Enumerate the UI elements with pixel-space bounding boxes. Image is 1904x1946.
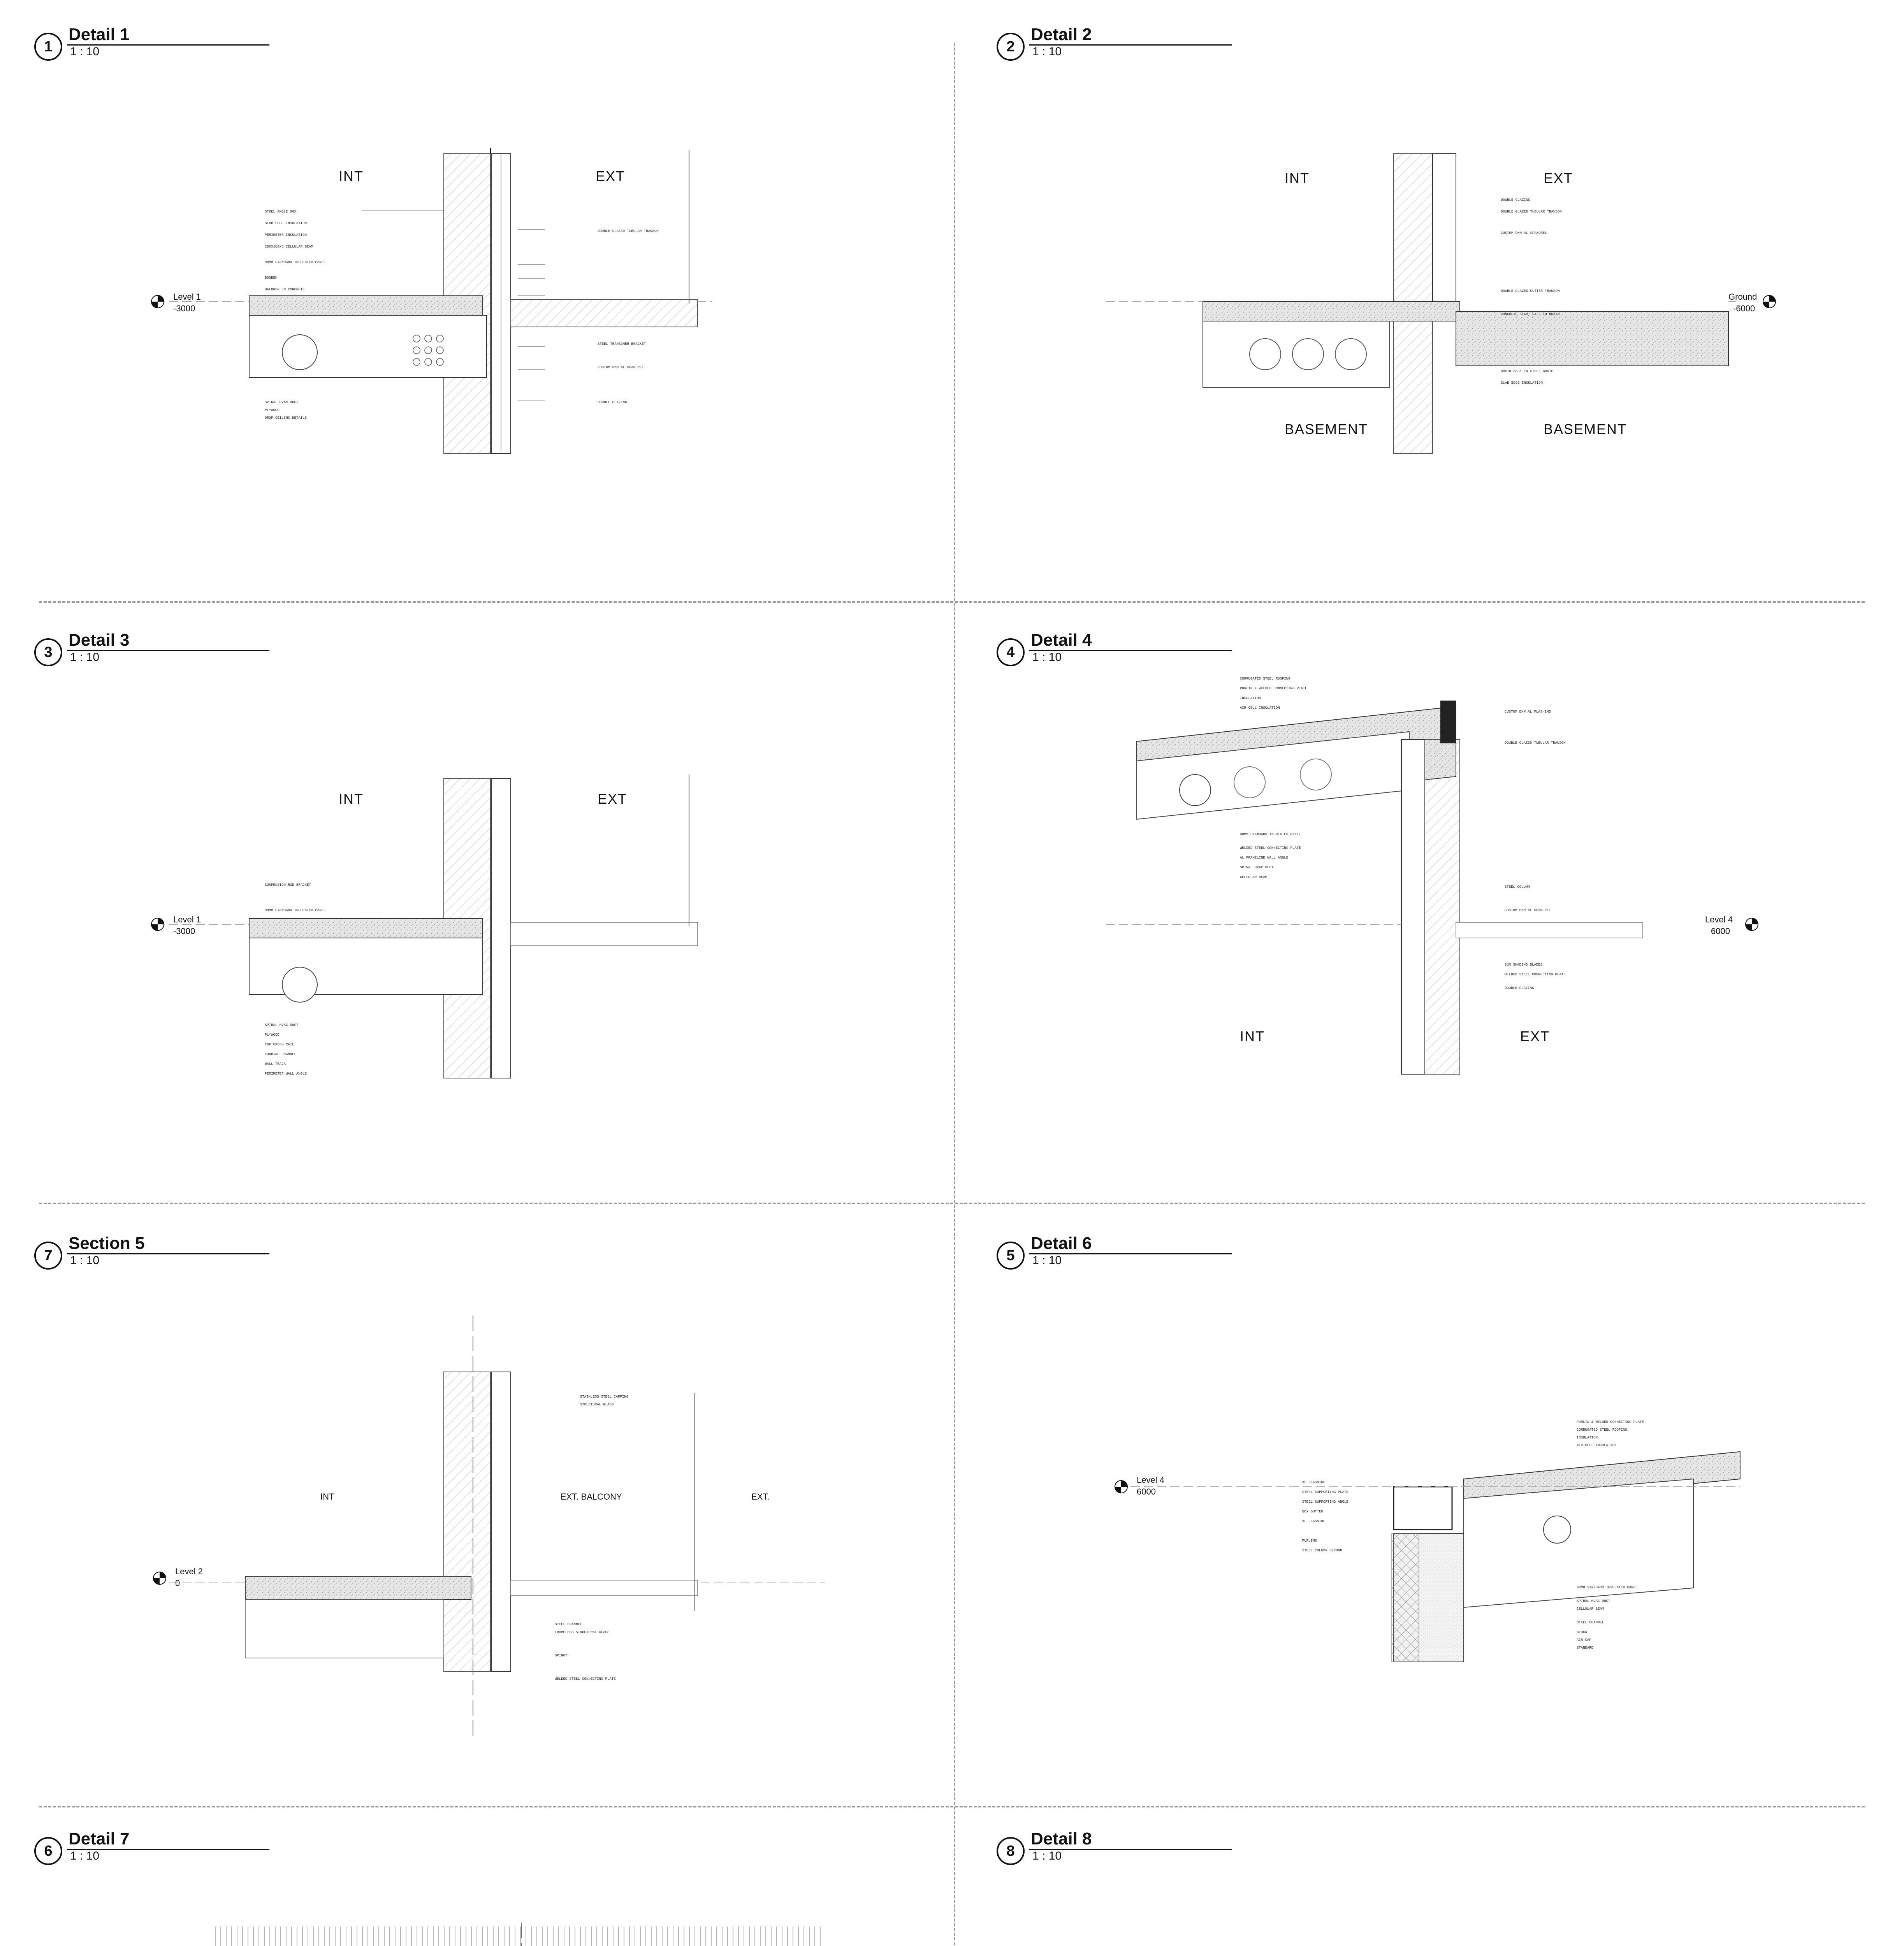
detail-scale: 1 : 10 xyxy=(70,45,100,58)
s5-annotations xyxy=(555,1395,628,1681)
detail-6-drawing xyxy=(1115,1452,1740,1662)
detail-3-drawing xyxy=(151,775,698,1078)
detail-scale: 1 : 10 xyxy=(70,1849,100,1862)
annotation: AIR CELL INSULATION xyxy=(1240,706,1280,710)
detail-scale: 1 : 10 xyxy=(1032,1849,1062,1862)
detail-number: 2 xyxy=(997,33,1025,61)
detail-number: 3 xyxy=(34,638,62,666)
level-marker xyxy=(1763,295,1776,308)
annotation: PURLIN & WELDED CONNECTING PLATE xyxy=(1240,687,1307,690)
annotation: SUN SHADING BLADES xyxy=(1505,963,1543,967)
annotation: CUSTOM DMM AL SPANDREL xyxy=(1501,231,1547,235)
annotation: DOUBLE GLAZED TUBULAR TRANSOM xyxy=(1505,741,1566,745)
d2-basement-right: BASEMENT xyxy=(1544,421,1627,437)
annotation: SPIRAL HVAC DUCT xyxy=(265,400,299,404)
d1-int-label: INT xyxy=(339,168,364,184)
detail-scale: 1 : 10 xyxy=(1032,45,1062,58)
d3-int-label: INT xyxy=(339,791,364,807)
detail-scale: 1 : 10 xyxy=(1032,651,1062,664)
detail-title: Detail 8 xyxy=(1031,1829,1092,1848)
d3-level-value: -3000 xyxy=(173,926,195,936)
annotation: SPIRAL HVAC DUCT xyxy=(1577,1599,1610,1603)
annotation: CUSTOM DMM AL FLASHING xyxy=(1505,710,1551,714)
annotation: AIR CELL INSULATION xyxy=(1577,1444,1617,1447)
annotation: CORRUGATED STEEL ROOFING xyxy=(1240,677,1290,681)
annotation: CELLULAR BEAM xyxy=(1577,1607,1604,1611)
annotation: SLAB EDGE INSULATION xyxy=(1501,381,1543,385)
annotation: SLAB EDGE INSULATION xyxy=(265,221,307,225)
annotation: PERIMETER WALL ANGLE xyxy=(265,1072,307,1076)
annotation: AL FLASHING xyxy=(1302,1481,1326,1484)
detail-number: 1 xyxy=(34,33,62,61)
detail-title: Detail 1 xyxy=(69,25,130,44)
detail-number: 7 xyxy=(34,1242,62,1270)
annotation: DOUBLE GLAZING xyxy=(598,400,627,404)
annotation: 90MM STANDARD INSULATED PANEL xyxy=(265,260,326,264)
annotation: SPIRAL HVAC DUCT xyxy=(265,1023,299,1027)
detail-title: Detail 6 xyxy=(1031,1234,1092,1253)
annotation: CUSTOM DMM AL SPANDREL xyxy=(598,365,644,369)
detail-scale: 1 : 10 xyxy=(70,1254,100,1267)
annotation: SPIGOT xyxy=(555,1654,568,1658)
d2-level-value: -6000 xyxy=(1733,304,1755,313)
annotation: STEEL CHANNEL xyxy=(555,1623,582,1626)
annotation: STAINLESS STEEL CAPPING xyxy=(580,1395,629,1399)
annotation: DROP CEILING DETAILS xyxy=(265,416,307,420)
annotation: SUSPENSION ROD BRACKET xyxy=(265,883,311,887)
d4-level-name: Level 4 xyxy=(1705,915,1733,924)
annotation: DOUBLE GLAZING xyxy=(1501,198,1530,202)
detail-title: Detail 4 xyxy=(1031,631,1092,650)
annotation: STRUCTURAL GLASS xyxy=(580,1403,614,1407)
detail-title: Detail 3 xyxy=(69,631,130,650)
d1-ext-label: EXT xyxy=(596,168,626,184)
s5-ext-label: EXT. xyxy=(751,1492,770,1502)
detail-title: Detail 7 xyxy=(69,1829,130,1848)
annotation: STEEL COLUMN BEYOND xyxy=(1302,1549,1342,1553)
annotation: STEEL SUPPORTING ANGLE xyxy=(1302,1500,1348,1504)
annotation: PURLIN & WELDED CONNECTING PLATE xyxy=(1577,1420,1644,1424)
annotation: 90MM STANDARD INSULATED PANEL xyxy=(1577,1586,1638,1589)
annotation: CORRUGATED STEEL ROOFING xyxy=(1577,1428,1627,1432)
level-marker xyxy=(153,1572,166,1584)
s5-int-label: INT xyxy=(320,1492,334,1502)
annotation: AIR GAP xyxy=(1577,1638,1591,1642)
annotation: DOUBLE GLAZED TUBULAR TRANSOM xyxy=(1501,210,1562,214)
d6-level-value: 6000 xyxy=(1137,1487,1156,1496)
d4-ext-label: EXT xyxy=(1520,1028,1550,1044)
annotation: AL FLASHING xyxy=(1302,1519,1326,1523)
detail-number: 5 xyxy=(997,1242,1025,1270)
annotation: AL FRAMELINE WALL ANGLE xyxy=(1240,856,1289,860)
detail-7-drawing xyxy=(153,1923,849,1946)
annotation: WELDED STEEL CONNECTING PLATE xyxy=(1240,846,1301,850)
s5-level-name: Level 2 xyxy=(175,1567,203,1576)
annotation: CONCRETE SLAB, FALL TO DRAIN xyxy=(1501,313,1560,316)
annotation: DOUBLE GLAZING xyxy=(1505,986,1534,990)
d2-ext-label: EXT xyxy=(1544,170,1573,186)
annotation: PERIMETER INSULATION xyxy=(265,233,307,237)
annotation: BOX GUTTER xyxy=(1302,1510,1324,1514)
annotation: 90MM STANDARD INSULATED PANEL xyxy=(1240,832,1301,836)
d4-int-label: INT xyxy=(1240,1028,1265,1044)
d1-level-value: -3000 xyxy=(173,304,195,313)
d4-level-value: 6000 xyxy=(1711,926,1730,936)
annotation: FURRING CHANNEL xyxy=(265,1052,297,1056)
annotation: DOUBLE GLAZED GUTTER TRANSOM xyxy=(1501,289,1560,293)
detail-scale: 1 : 10 xyxy=(70,651,100,664)
detail-number: 6 xyxy=(34,1837,62,1865)
annotation: TOP CROSS RAIL xyxy=(265,1043,294,1047)
annotation: PURLINS xyxy=(1302,1539,1317,1543)
d2-int-label: INT xyxy=(1285,170,1310,186)
annotation: STEEL SUPPORTING PLATE xyxy=(1302,1490,1348,1494)
detail-1-drawing xyxy=(151,148,712,453)
annotation: CELLULAR BEAM xyxy=(1240,875,1268,879)
annotation: WELDED STEEL CONNECTING PLATE xyxy=(555,1677,616,1681)
annotation: STANDARD xyxy=(1577,1646,1594,1650)
annotation: BLOCK xyxy=(1577,1630,1588,1634)
annotation: HALOGEN EN CONCRETE xyxy=(265,288,305,292)
detail-scale: 1 : 10 xyxy=(1032,1254,1062,1267)
annotation: WELDED STEEL CONNECTING PLATE xyxy=(1505,973,1566,977)
annotation: 90MM STANDARD INSULATED PANEL xyxy=(265,908,326,912)
annotation: STEEL ANGLE 90X xyxy=(265,210,297,214)
d1-level-name: Level 1 xyxy=(173,292,201,302)
detail-number: 4 xyxy=(997,638,1025,666)
d6-level-name: Level 4 xyxy=(1137,1475,1164,1485)
d2-basement-left: BASEMENT xyxy=(1285,421,1368,437)
annotation: DOUBLE GLAZED TUBULAR TRANSOM xyxy=(598,229,659,233)
annotation: BONDEK xyxy=(265,276,278,280)
annotation: CUSTOM DMM AL SPANDREL xyxy=(1505,908,1551,912)
s5-level-value: 0 xyxy=(175,1578,180,1588)
level-marker xyxy=(1746,918,1758,931)
d3-level-name: Level 1 xyxy=(173,915,201,924)
detail-2-drawing xyxy=(1106,154,1776,453)
level-marker xyxy=(1115,1481,1127,1493)
level-marker xyxy=(151,295,164,308)
annotation: FRAMELESS STRUCTURAL GLASS xyxy=(555,1630,610,1634)
section-5-drawing xyxy=(153,1315,825,1736)
detail-4-drawing xyxy=(1106,701,1758,1074)
annotation: 200X100X5 CELLULAR BEAM xyxy=(265,245,313,249)
annotation: INSULATION xyxy=(1240,696,1261,700)
detail-title: Detail 2 xyxy=(1031,25,1092,44)
annotation: DRAIN BACK IN STEEL GRATE xyxy=(1501,369,1554,373)
level-marker xyxy=(151,918,164,931)
annotation: STEEL TRANSOMER BRACKET xyxy=(598,342,646,346)
annotation: PLYWOOD xyxy=(265,408,280,412)
s5-ext-balcony-label: EXT. BALCONY xyxy=(561,1492,622,1502)
annotation: SPIRAL HVAC DUCT xyxy=(1240,866,1274,869)
d3-ext-label: EXT xyxy=(598,791,628,807)
annotation: INSULATION xyxy=(1577,1436,1598,1440)
annotation: WALL TRACK xyxy=(265,1062,286,1066)
annotation: STEEL CHANNEL xyxy=(1577,1621,1604,1625)
detail-number: 8 xyxy=(997,1837,1025,1865)
d2-level-name: Ground xyxy=(1728,292,1757,302)
detail-title: Section 5 xyxy=(69,1234,145,1253)
annotation: PLYWOOD xyxy=(265,1033,280,1037)
annotation: STEEL COLUMN xyxy=(1505,885,1530,889)
